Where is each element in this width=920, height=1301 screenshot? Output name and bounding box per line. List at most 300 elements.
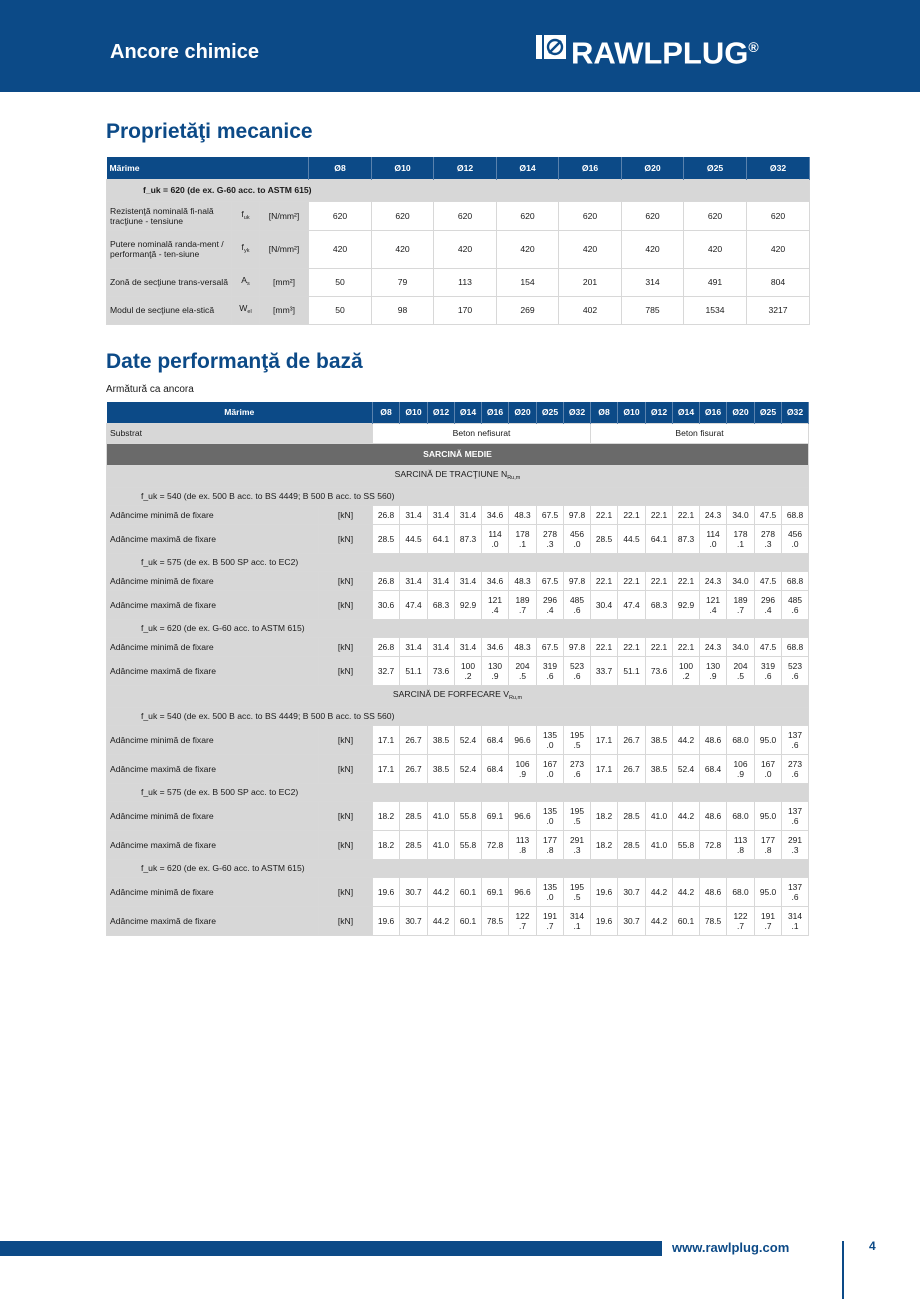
mech-cell: 201 [559,268,622,296]
perf-cell: 31.4 [428,637,455,656]
perf-cell: 30.6 [373,590,400,619]
steel-grade-label: f_uk = 575 (de ex. B 500 SP acc. to EC2) [107,553,809,571]
perf-cell: 51.1 [618,656,646,685]
perf-cell: 97.8 [564,571,591,590]
mech-symbol-main: f [241,242,244,252]
perf-cell: 122 .7 [509,906,537,935]
perf-cell: 28.5 [373,524,400,553]
steel-grade-row [107,487,809,505]
tension-load-label [107,465,809,487]
perf-cell: 69.1 [482,877,509,906]
page-number: 4 [869,1239,876,1253]
mech-symbol-main: f [241,208,244,219]
substrate-label: Substrat [107,423,373,443]
mech-body [107,201,810,324]
depth-label: Adâncime minimă de fixare [107,505,319,524]
mech-row-symbol [232,201,260,230]
perf-cell: 95.0 [755,801,782,830]
perf-cell: 22.1 [591,571,618,590]
depth-label: Adâncime minimă de fixare [107,725,319,754]
perf-col-header: Ø8 [591,402,618,423]
perf-cell: 26.8 [373,637,400,656]
mech-header-row [107,157,810,179]
perf-cell: 44.2 [646,906,673,935]
steel-grade-label: f_uk = 540 (de ex. 500 B acc. to BS 4449; B 500 B acc. to SS 560) [107,487,809,505]
perf-cell: 100 .2 [455,656,482,685]
perf-cell: 114 .0 [700,524,727,553]
perf-data-row [107,801,809,830]
perf-cell: 87.3 [455,524,482,553]
perf-cell: 41.0 [646,801,673,830]
perf-cell: 31.4 [455,571,482,590]
perf-cell: 195 .5 [564,877,591,906]
page-category-title: Ancore chimice [110,41,259,63]
perf-cell: 17.1 [373,754,400,783]
steel-grade-row [107,707,809,725]
perf-cell: 87.3 [673,524,700,553]
mech-cell: 620 [559,201,622,230]
perf-cell: 92.9 [455,590,482,619]
perf-data-row [107,524,809,553]
perf-cell: 33.7 [591,656,618,685]
mech-row-label: Rezistenţă nominală fi-nală tracţiune - tensiune [107,201,232,230]
perf-data-row [107,571,809,590]
perf-cell: 485 .6 [782,590,809,619]
perf-cell: 28.5 [618,830,646,859]
substrate-cracked: Beton fisurat [591,423,809,443]
perf-cell: 191 .7 [755,906,782,935]
perf-cell: 22.1 [591,505,618,524]
perf-cell: 51.1 [400,656,428,685]
perf-cell: 18.2 [373,830,400,859]
mech-symbol-main: A [241,275,247,285]
depth-label: Adâncime maximă de fixare [107,906,319,935]
steel-grade-row [107,783,809,801]
unit-label: [kN] [319,754,373,783]
perf-cell: 178 .1 [727,524,755,553]
perf-cell: 68.3 [646,590,673,619]
perf-cell: 26.7 [400,754,428,783]
perf-cell: 314 .1 [564,906,591,935]
perf-cell: 38.5 [428,725,455,754]
perf-cell: 19.6 [591,906,618,935]
perf-cell: 30.7 [400,906,428,935]
perf-cell: 22.1 [618,637,646,656]
perf-cell: 177 .8 [755,830,782,859]
perf-data-row [107,637,809,656]
perf-cell: 38.5 [646,725,673,754]
steel-grade-label: f_uk = 620 (de ex. G-60 acc. to ASTM 615) [107,619,809,637]
perf-cell: 28.5 [591,524,618,553]
perf-cell: 135 .0 [537,801,564,830]
perf-cell: 167 .0 [537,754,564,783]
perf-col-header: Ø14 [673,402,700,423]
perf-data-row [107,754,809,783]
mech-cell: 420 [434,230,497,268]
mech-row [107,201,810,230]
perf-cell: 60.1 [455,906,482,935]
mech-cell: 620 [497,201,559,230]
mech-cell: 620 [434,201,497,230]
mech-grade-row [107,179,810,201]
perf-cell: 52.4 [455,754,482,783]
perf-cell: 48.3 [509,505,537,524]
perf-cell: 22.1 [646,637,673,656]
perf-cell: 204 .5 [727,656,755,685]
mech-row-unit: [N/mm²] [260,230,309,268]
header-bar [0,0,920,92]
perf-cell: 121 .4 [482,590,509,619]
mech-col-size: Mărime [107,157,309,179]
tension-load-row [107,465,809,487]
perf-cell: 177 .8 [537,830,564,859]
depth-label: Adâncime maximă de fixare [107,590,319,619]
perf-cell: 68.4 [482,725,509,754]
unit-label: [kN] [319,571,373,590]
perf-cell: 96.6 [509,877,537,906]
perf-cell: 47.4 [400,590,428,619]
mech-cell: 620 [309,201,372,230]
perf-cell: 22.1 [673,505,700,524]
unit-label: [kN] [319,801,373,830]
mech-col-header: Ø32 [747,157,810,179]
perf-col-header: Ø16 [482,402,509,423]
unit-label: [kN] [319,830,373,859]
perf-cell: 30.7 [618,906,646,935]
perf-cell: 130 .9 [482,656,509,685]
perf-cell: 18.2 [591,830,618,859]
mech-cell: 170 [434,296,497,324]
perf-cell: 60.1 [673,906,700,935]
perf-col-header: Ø25 [755,402,782,423]
perf-cell: 67.5 [537,571,564,590]
perf-cell: 17.1 [373,725,400,754]
mech-cell: 50 [309,268,372,296]
footer-website-link[interactable]: www.rawlplug.com [672,1240,790,1255]
shear-load-text: SARCINĂ DE FORFECARE V [392,689,509,699]
mech-cell: 620 [684,201,747,230]
mech-cell: 314 [622,268,684,296]
perf-cell: 30.7 [400,877,428,906]
perf-cell: 48.3 [509,637,537,656]
perf-cell: 48.6 [700,725,727,754]
perf-cell: 31.4 [455,505,482,524]
perf-data-row [107,877,809,906]
unit-label: [kN] [319,656,373,685]
perf-cell: 18.2 [373,801,400,830]
perf-cell: 319 .6 [537,656,564,685]
perf-cell: 106 .9 [509,754,537,783]
mech-col-header: Ø8 [309,157,372,179]
perf-cell: 296 .4 [755,590,782,619]
perf-col-header: Ø10 [400,402,428,423]
perf-data-row [107,505,809,524]
mean-load-row [107,443,809,465]
mech-cell: 491 [684,268,747,296]
mech-cell: 420 [497,230,559,268]
perf-cell: 44.2 [428,877,455,906]
perf-cell: 47.4 [618,590,646,619]
mech-row-label: Putere nominală randa-ment / performanţă - ten-siune [107,230,232,268]
perf-cell: 38.5 [646,754,673,783]
mech-grade-label: f_uk = 620 (de ex. G-60 acc. to ASTM 615) [107,179,810,201]
perf-cell: 291 .3 [782,830,809,859]
perf-data-row [107,906,809,935]
mech-cell: 1534 [684,296,747,324]
mech-cell: 620 [622,201,684,230]
perf-cell: 68.8 [782,571,809,590]
perf-cell: 44.5 [618,524,646,553]
mech-row-unit: [N/mm²] [260,201,309,230]
perf-cell: 34.0 [727,505,755,524]
depth-label: Adâncime maximă de fixare [107,524,319,553]
perf-cell: 48.3 [509,571,537,590]
mech-cell: 50 [309,296,372,324]
perf-data-row [107,725,809,754]
steel-grade-label: f_uk = 540 (de ex. 500 B acc. to BS 4449; B 500 B acc. to SS 560) [107,707,809,725]
unit-label: [kN] [319,725,373,754]
perf-cell: 68.3 [428,590,455,619]
perf-cell: 22.1 [646,571,673,590]
mech-symbol-sub: el [247,309,252,315]
perf-cell: 195 .5 [564,801,591,830]
substrate-uncracked: Beton nefisurat [373,423,591,443]
perf-cell: 48.6 [700,801,727,830]
steel-grade-label: f_uk = 620 (de ex. G-60 acc. to ASTM 615) [107,859,809,877]
perf-col-size: Mărime [107,402,373,423]
mech-cell: 3217 [747,296,810,324]
perf-cell: 30.4 [591,590,618,619]
perf-col-header: Ø25 [537,402,564,423]
steel-grade-row [107,619,809,637]
perf-cell: 97.8 [564,637,591,656]
perf-col-header: Ø14 [455,402,482,423]
depth-label: Adâncime maximă de fixare [107,656,319,685]
perf-cell: 130 .9 [700,656,727,685]
perf-cell: 44.2 [673,725,700,754]
perf-col-header: Ø12 [428,402,455,423]
mech-cell: 402 [559,296,622,324]
perf-cell: 456 .0 [564,524,591,553]
perf-cell: 47.5 [755,505,782,524]
perf-cell: 26.7 [400,725,428,754]
perf-cell: 291 .3 [564,830,591,859]
perf-col-header: Ø16 [700,402,727,423]
perf-cell: 137 .6 [782,801,809,830]
perf-cell: 64.1 [646,524,673,553]
perf-substrate-row [107,423,809,443]
mech-row-symbol [232,296,260,324]
perf-cell: 31.4 [400,505,428,524]
perf-cell: 73.6 [428,656,455,685]
mechanical-properties-heading: Proprietăţi mecanice [106,120,313,143]
performance-subtitle: Armătură ca ancora [106,384,194,395]
tension-load-text: SARCINĂ DE TRACŢIUNE N [394,469,508,479]
perf-cell: 52.4 [455,725,482,754]
perf-cell: 44.2 [428,906,455,935]
perf-col-header: Ø32 [782,402,809,423]
perf-cell: 64.1 [428,524,455,553]
mean-load-label: SARCINĂ MEDIE [107,443,809,465]
perf-cell: 68.4 [482,754,509,783]
perf-cell: 278 .3 [537,524,564,553]
perf-cell: 28.5 [400,830,428,859]
perf-cell: 48.6 [700,877,727,906]
perf-cell: 523 .6 [782,656,809,685]
perf-cell: 26.8 [373,505,400,524]
mech-cell: 113 [434,268,497,296]
perf-cell: 17.1 [591,754,618,783]
steel-grade-label: f_uk = 575 (de ex. B 500 SP acc. to EC2) [107,783,809,801]
mech-cell: 420 [309,230,372,268]
mech-row [107,230,810,268]
mech-cell: 804 [747,268,810,296]
mech-cell: 79 [372,268,434,296]
footer-divider [842,1241,844,1299]
mech-row-label: Modul de secţiune ela-stică [107,296,232,324]
perf-cell: 41.0 [428,801,455,830]
performance-data-heading: Date performanţă de bază [106,350,363,373]
perf-cell: 135 .0 [537,877,564,906]
perf-cell: 31.4 [428,571,455,590]
perf-cell: 78.5 [482,906,509,935]
perf-cell: 55.8 [673,830,700,859]
perf-data-row [107,656,809,685]
mech-symbol-sub: uk [243,214,250,221]
perf-cell: 22.1 [673,571,700,590]
mech-col-header: Ø10 [372,157,434,179]
rawlplug-wordmark: RAWLPLUG® [571,35,759,71]
perf-col-header: Ø20 [509,402,537,423]
perf-cell: 95.0 [755,725,782,754]
perf-cell: 72.8 [700,830,727,859]
perf-cell: 113 .8 [509,830,537,859]
perf-cell: 96.6 [509,725,537,754]
perf-cell: 92.9 [673,590,700,619]
perf-cell: 31.4 [400,637,428,656]
perf-cell: 68.0 [727,725,755,754]
mech-cell: 785 [622,296,684,324]
mech-row-label: Zonă de secţiune trans-versală [107,268,232,296]
perf-cell: 31.4 [400,571,428,590]
perf-cell: 34.6 [482,637,509,656]
depth-label: Adâncime maximă de fixare [107,830,319,859]
perf-cell: 44.2 [673,877,700,906]
perf-col-header: Ø8 [373,402,400,423]
mech-col-header: Ø20 [622,157,684,179]
depth-label: Adâncime maximă de fixare [107,754,319,783]
perf-col-header: Ø32 [564,402,591,423]
perf-cell: 122 .7 [727,906,755,935]
perf-cell: 97.8 [564,505,591,524]
mech-symbol-sub: yk [243,248,250,254]
perf-cell: 106 .9 [727,754,755,783]
perf-cell: 22.1 [618,505,646,524]
unit-label: [kN] [319,505,373,524]
unit-label: [kN] [319,906,373,935]
unit-label: [kN] [319,590,373,619]
perf-cell: 19.6 [373,877,400,906]
mech-col-header: Ø12 [434,157,497,179]
perf-cell: 26.7 [618,754,646,783]
perf-cell: 34.6 [482,505,509,524]
mech-cell: 420 [747,230,810,268]
perf-cell: 273 .6 [564,754,591,783]
mech-cell: 420 [372,230,434,268]
perf-cell: 68.4 [700,754,727,783]
perf-cell: 319 .6 [755,656,782,685]
perf-cell: 22.1 [618,571,646,590]
perf-cell: 41.0 [646,830,673,859]
tension-load-subscript: Ru,m [507,475,521,481]
perf-cell: 68.8 [782,505,809,524]
perf-cell: 47.5 [755,571,782,590]
perf-cell: 55.8 [455,801,482,830]
perf-cell: 28.5 [618,801,646,830]
perf-cell: 296 .4 [537,590,564,619]
perf-cell: 485 .6 [564,590,591,619]
depth-label: Adâncime minimă de fixare [107,877,319,906]
performance-table [106,402,809,936]
perf-cell: 22.1 [673,637,700,656]
perf-cell: 73.6 [646,656,673,685]
perf-cell: 189 .7 [727,590,755,619]
perf-cell: 96.6 [509,801,537,830]
perf-cell: 24.3 [700,571,727,590]
mech-cell: 620 [747,201,810,230]
footer-bar [0,1241,662,1256]
mech-cell: 154 [497,268,559,296]
perf-cell: 31.4 [428,505,455,524]
perf-cell: 17.1 [591,725,618,754]
perf-cell: 137 .6 [782,877,809,906]
perf-cell: 22.1 [646,505,673,524]
mech-row [107,268,810,296]
perf-cell: 204 .5 [509,656,537,685]
perf-cell: 55.8 [455,830,482,859]
perf-data-row [107,590,809,619]
perf-cell: 24.3 [700,505,727,524]
unit-label: [kN] [319,637,373,656]
perf-col-header: Ø10 [618,402,646,423]
perf-cell: 191 .7 [537,906,564,935]
mech-cell: 98 [372,296,434,324]
perf-cell: 167 .0 [755,754,782,783]
perf-cell: 137 .6 [782,725,809,754]
perf-cell: 113 .8 [727,830,755,859]
mech-cell: 420 [684,230,747,268]
perf-data-row [107,830,809,859]
perf-cell: 34.0 [727,571,755,590]
perf-col-header: Ø20 [727,402,755,423]
perf-cell: 523 .6 [564,656,591,685]
perf-cell: 72.8 [482,830,509,859]
perf-body [107,402,809,935]
mech-col-header: Ø25 [684,157,747,179]
mech-cell: 620 [372,201,434,230]
mech-cell: 420 [559,230,622,268]
perf-cell: 178 .1 [509,524,537,553]
depth-label: Adâncime minimă de fixare [107,637,319,656]
mech-symbol-sub: s [246,281,250,287]
mech-row-symbol [232,230,260,268]
perf-cell: 100 .2 [673,656,700,685]
perf-cell: 189 .7 [509,590,537,619]
perf-cell: 44.2 [646,877,673,906]
steel-grade-row [107,553,809,571]
perf-cell: 24.3 [700,637,727,656]
perf-cell: 44.5 [400,524,428,553]
